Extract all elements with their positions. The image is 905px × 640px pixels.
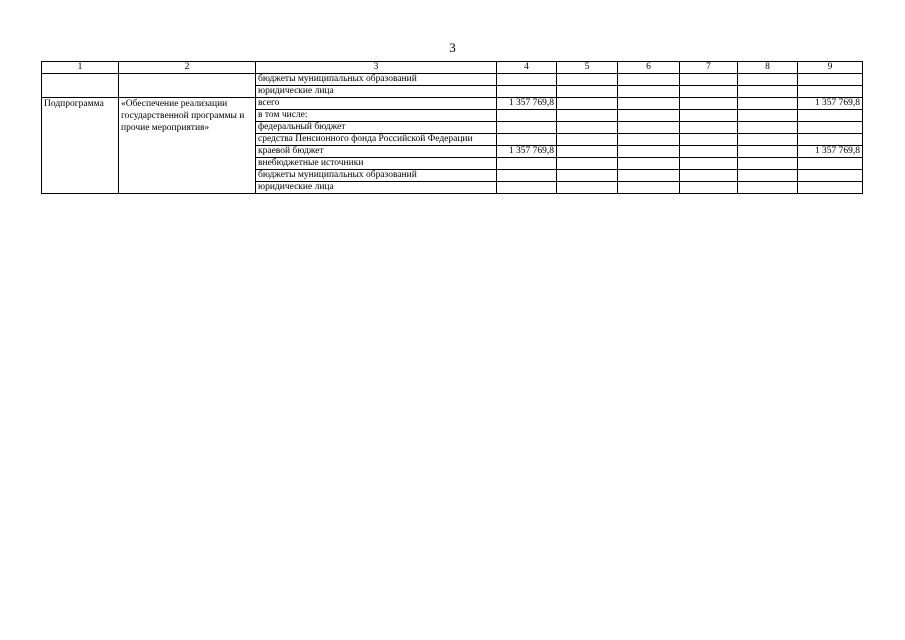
budget-table bbox=[41, 61, 863, 194]
amount-cell: 1 357 769,8 bbox=[497, 146, 557, 158]
amount-cell: 1 357 769,8 bbox=[798, 98, 863, 110]
column-header: 7 bbox=[680, 62, 738, 74]
empty-cell bbox=[119, 74, 256, 98]
column-header-row bbox=[42, 62, 863, 74]
funding-source-cell: внебюджетные источники bbox=[256, 158, 497, 170]
amount-cell: 1 357 769,8 bbox=[497, 98, 557, 110]
funding-source-cell: всего bbox=[256, 98, 497, 110]
column-header: 3 bbox=[256, 62, 497, 74]
column-header: 8 bbox=[738, 62, 798, 74]
column-header: 5 bbox=[557, 62, 618, 74]
column-header: 2 bbox=[119, 62, 256, 74]
column-header: 4 bbox=[497, 62, 557, 74]
subprogram-type-cell: Подпрограмма bbox=[42, 98, 119, 194]
funding-source-cell: в том числе: bbox=[256, 110, 497, 122]
page-number: 3 bbox=[449, 40, 456, 55]
funding-source-cell: средства Пенсионного фонда Российской Федерации bbox=[256, 134, 497, 146]
column-header: 6 bbox=[618, 62, 680, 74]
funding-source-cell: бюджеты муниципальных образований bbox=[256, 74, 497, 86]
funding-source-cell: юридические лица bbox=[256, 86, 497, 98]
table-row bbox=[42, 74, 863, 86]
column-header: 9 bbox=[798, 62, 863, 74]
amount-cell: 1 357 769,8 bbox=[798, 146, 863, 158]
empty-cell bbox=[42, 74, 119, 98]
funding-source-cell: юридические лица bbox=[256, 182, 497, 194]
funding-source-cell: краевой бюджет bbox=[256, 146, 497, 158]
subprogram-title-cell: «Обеспечение реализации государственной программы и прочие мероприятия» bbox=[119, 98, 256, 194]
table-row bbox=[42, 98, 863, 110]
funding-source-cell: федеральный бюджет bbox=[256, 122, 497, 134]
funding-source-cell: бюджеты муниципальных образований bbox=[256, 170, 497, 182]
column-header: 1 bbox=[42, 62, 119, 74]
